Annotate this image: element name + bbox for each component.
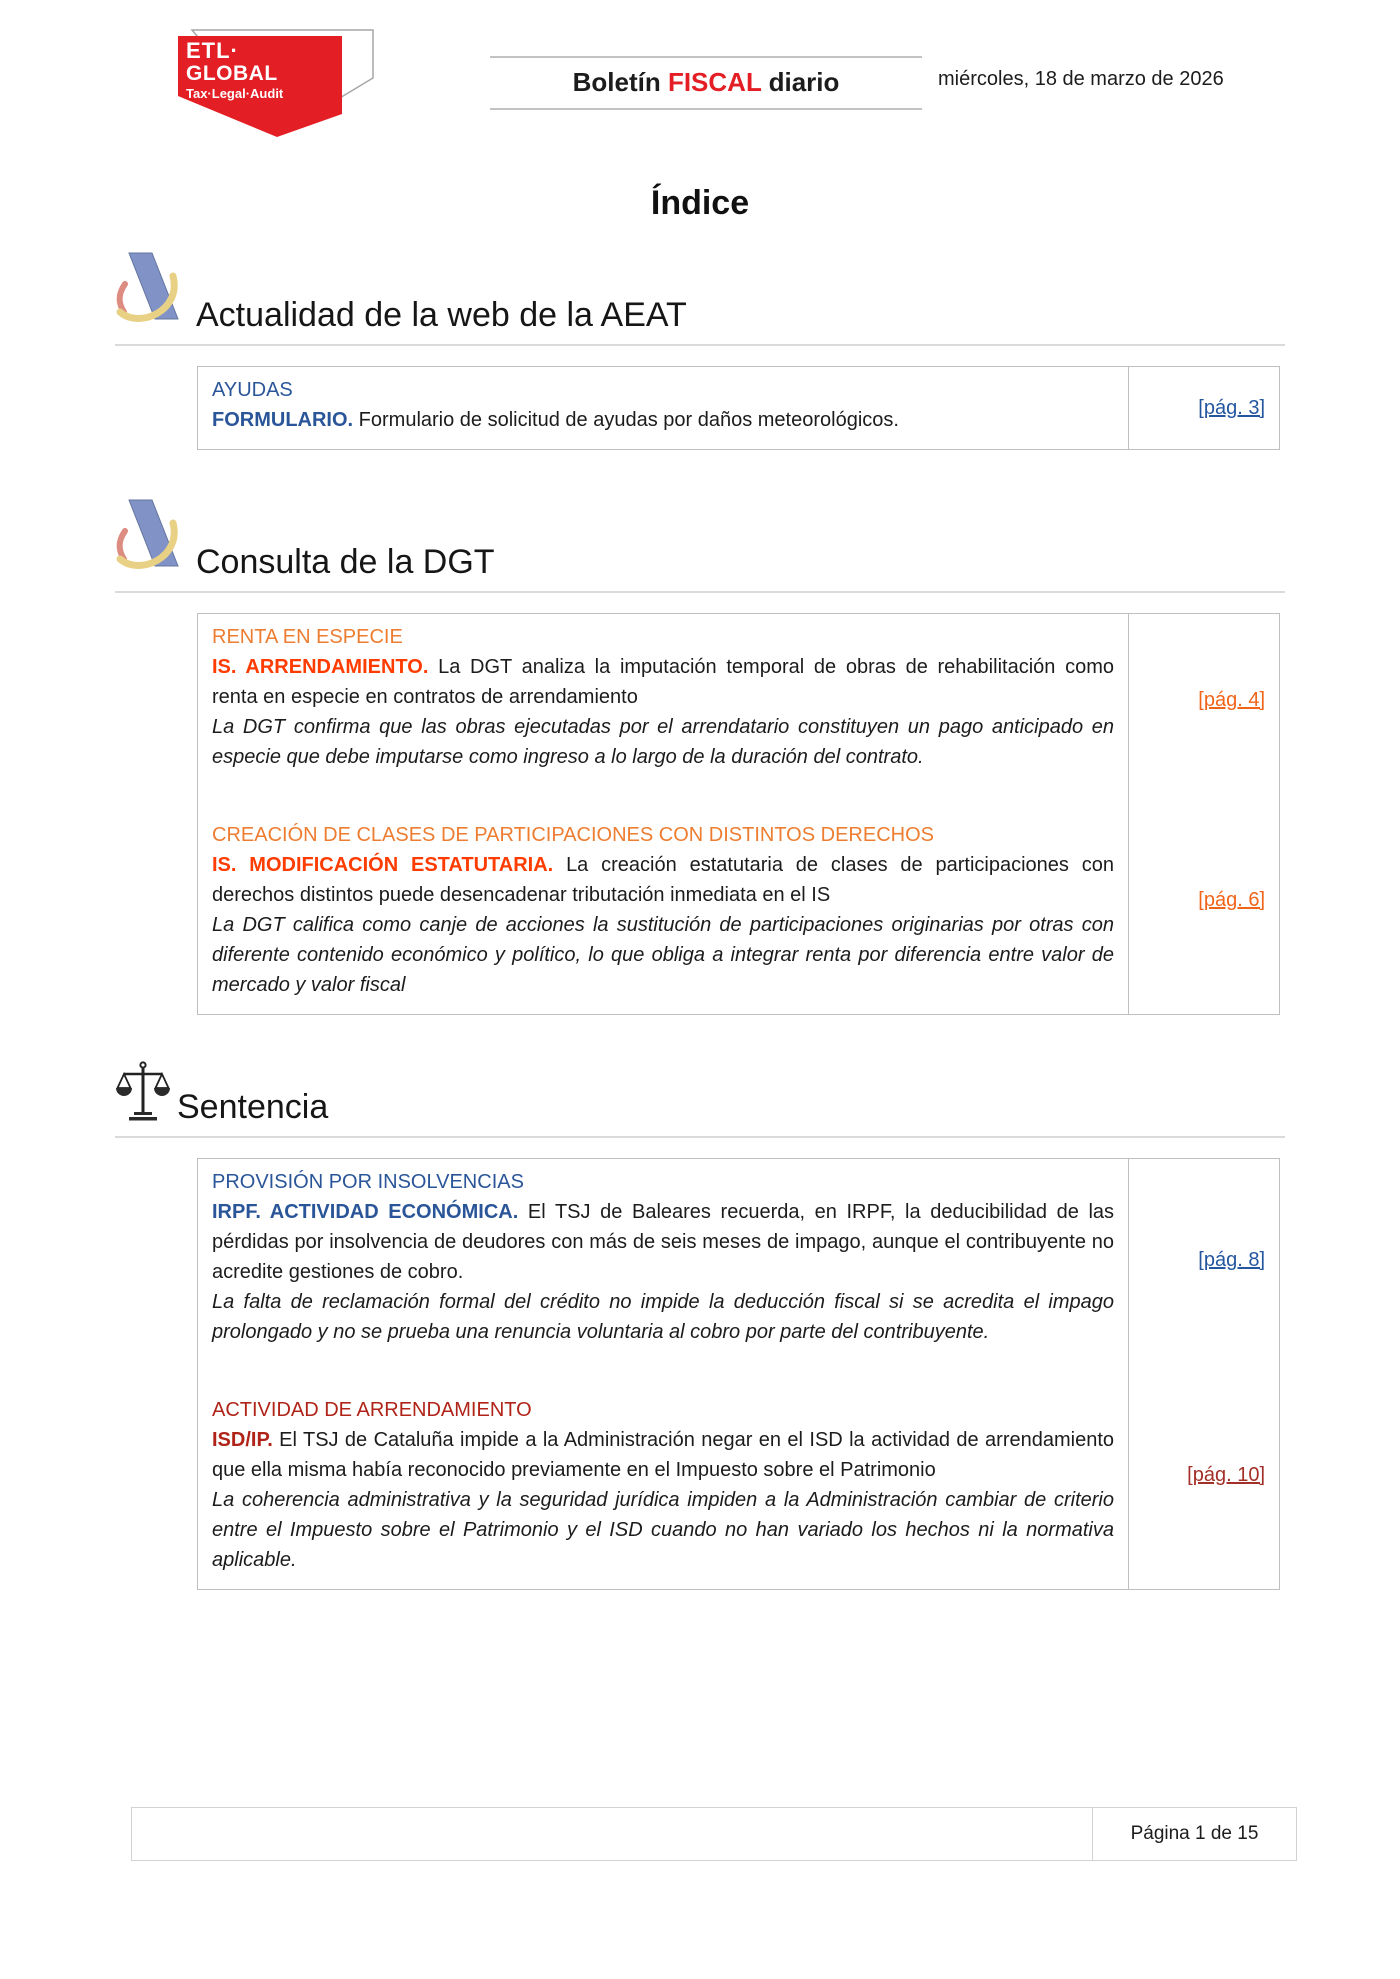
index-item-text [198, 1159, 1128, 1361]
item-kicker: RENTA EN ESPECIE [212, 626, 403, 648]
section-title: Sentencia [177, 1088, 329, 1127]
item-headline-text: El TSJ de Cataluña impide a la Administración negar en el ISD la actividad de arrendamiento que ella misma había reconocido previamente en el Impuesto sobre el Patrimonio [212, 1429, 1114, 1481]
item-lead: FORMULARIO. [212, 409, 359, 431]
item-lead: IS. MODIFICACIÓN ESTATUTARIA. [212, 854, 567, 876]
item-kicker: CREACIÓN DE CLASES DE PARTICIPACIONES CON DISTINTOS DERECHOS [212, 824, 934, 846]
item-summary: La coherencia administrativa y la seguridad jurídica impiden a la Administración cambiar de criterio entre el Impuesto sobre el Patrimonio y el ISD cuando no han variado los hechos ni la normativa aplicable. [212, 1489, 1114, 1571]
section-title: Actualidad de la web de la AEAT [196, 296, 687, 335]
etl-logo-line1: ETL· [186, 38, 239, 63]
index-item-row [198, 1159, 1279, 1361]
index-item-row [198, 367, 1279, 449]
item-lead: IRPF. ACTIVIDAD ECONÓMICA. [212, 1201, 528, 1223]
section-rule [115, 344, 1285, 346]
section-aeat [115, 249, 1285, 450]
item-kicker: AYUDAS [212, 379, 293, 401]
item-summary: La DGT califica como canje de acciones la sustitución de participaciones originarias por otras con diferente contenido económico y político, lo que obliga a integrar renta por diferencia entre valor de mercado y valor fiscal [212, 914, 1114, 996]
item-ref-cell [1128, 786, 1279, 1014]
item-headline-text: La creación estatutaria de clases de participaciones con derechos distintos puede desencadenar tributación inmediata en el IS [212, 854, 1114, 906]
document-header [0, 0, 1400, 140]
bulletin-title [490, 56, 922, 110]
scales-icon [115, 1061, 171, 1128]
item-ref-cell [1128, 1361, 1279, 1589]
bulletin-title-post: diario [761, 67, 840, 97]
section-heading [115, 496, 1285, 583]
index-item-row [198, 1361, 1279, 1589]
section-sentencia [115, 1061, 1285, 1590]
item-headline [212, 1197, 1114, 1287]
section-items-box [197, 1158, 1280, 1590]
page-ref-link[interactable]: [pág. 3] [1198, 396, 1265, 419]
page-ref-link[interactable]: [pág. 4] [1198, 688, 1265, 711]
page-ref-link[interactable]: [pág. 10] [1187, 1463, 1265, 1486]
aeat-logo-icon [115, 249, 190, 336]
item-headline [212, 652, 1114, 712]
page-indicator: Página 1 de 15 [1092, 1808, 1296, 1860]
section-items-box [197, 613, 1280, 1015]
index-item-text [198, 367, 1128, 449]
section-dgt [115, 496, 1285, 1015]
item-ref-cell [1128, 614, 1279, 786]
section-heading [115, 1061, 1285, 1128]
page-title: Índice [650, 184, 750, 222]
item-summary: La DGT confirma que las obras ejecutadas por el arrendatario constituyen un pago anticipado en especie que debe imputarse como ingreso a lo largo de la duración del contrato. [212, 716, 1114, 768]
section-title: Consulta de la DGT [196, 543, 495, 582]
bulletin-title-pre: Boletín [572, 67, 668, 97]
section-items-box [197, 366, 1280, 450]
index-item-row [198, 614, 1279, 786]
index-item-text [198, 614, 1128, 786]
item-kicker: PROVISIÓN POR INSOLVENCIAS [212, 1171, 524, 1193]
item-headline [212, 850, 1114, 910]
item-lead: IS. ARRENDAMIENTO. [212, 656, 439, 678]
etl-logo-text [186, 40, 283, 100]
item-headline [212, 1425, 1114, 1485]
section-rule [115, 1136, 1285, 1138]
index-sections [115, 249, 1285, 1590]
item-headline-text: Formulario de solicitud de ayudas por daños meteorológicos. [358, 409, 899, 431]
etl-global-logo [130, 16, 386, 140]
item-ref-cell [1128, 1159, 1279, 1361]
bulletin-date: miércoles, 18 de marzo de 2026 [938, 68, 1224, 90]
item-summary: La falta de reclamación formal del crédito no impide la deducción fiscal si se acredita el impago prolongado y no se prueba una renuncia voluntaria al cobro por parte del contribuyente. [212, 1291, 1114, 1343]
item-headline-text: El TSJ de Baleares recuerda, en IRPF, la deducibilidad de las pérdidas por insolvencia de deudores con más de seis meses de impago, aunque el contribuyente no acredite gestiones de cobro. [212, 1201, 1115, 1283]
section-rule [115, 591, 1285, 593]
item-headline-text: La DGT analiza la imputación temporal de obras de rehabilitación como renta en especie en contratos de arrendamiento [212, 656, 1114, 708]
index-item-text [198, 1361, 1128, 1589]
aeat-logo-icon [115, 496, 190, 583]
item-headline [212, 405, 1114, 435]
bulletin-title-accent: FISCAL [667, 67, 762, 97]
index-item-text [198, 786, 1128, 1014]
page-footer [131, 1807, 1297, 1861]
page-ref-link[interactable]: [pág. 6] [1198, 888, 1265, 911]
item-lead: ISD/IP. [212, 1429, 280, 1451]
item-kicker: ACTIVIDAD DE ARRENDAMIENTO [212, 1399, 532, 1421]
page-ref-link[interactable]: [pág. 8] [1198, 1248, 1265, 1271]
footer-spacer [132, 1808, 1092, 1860]
etl-logo-line2: GLOBAL [186, 61, 278, 85]
item-ref-cell [1128, 367, 1279, 449]
section-heading [115, 249, 1285, 336]
index-item-row [198, 786, 1279, 1014]
etl-logo-line3: Tax·Legal·Audit [186, 85, 284, 101]
